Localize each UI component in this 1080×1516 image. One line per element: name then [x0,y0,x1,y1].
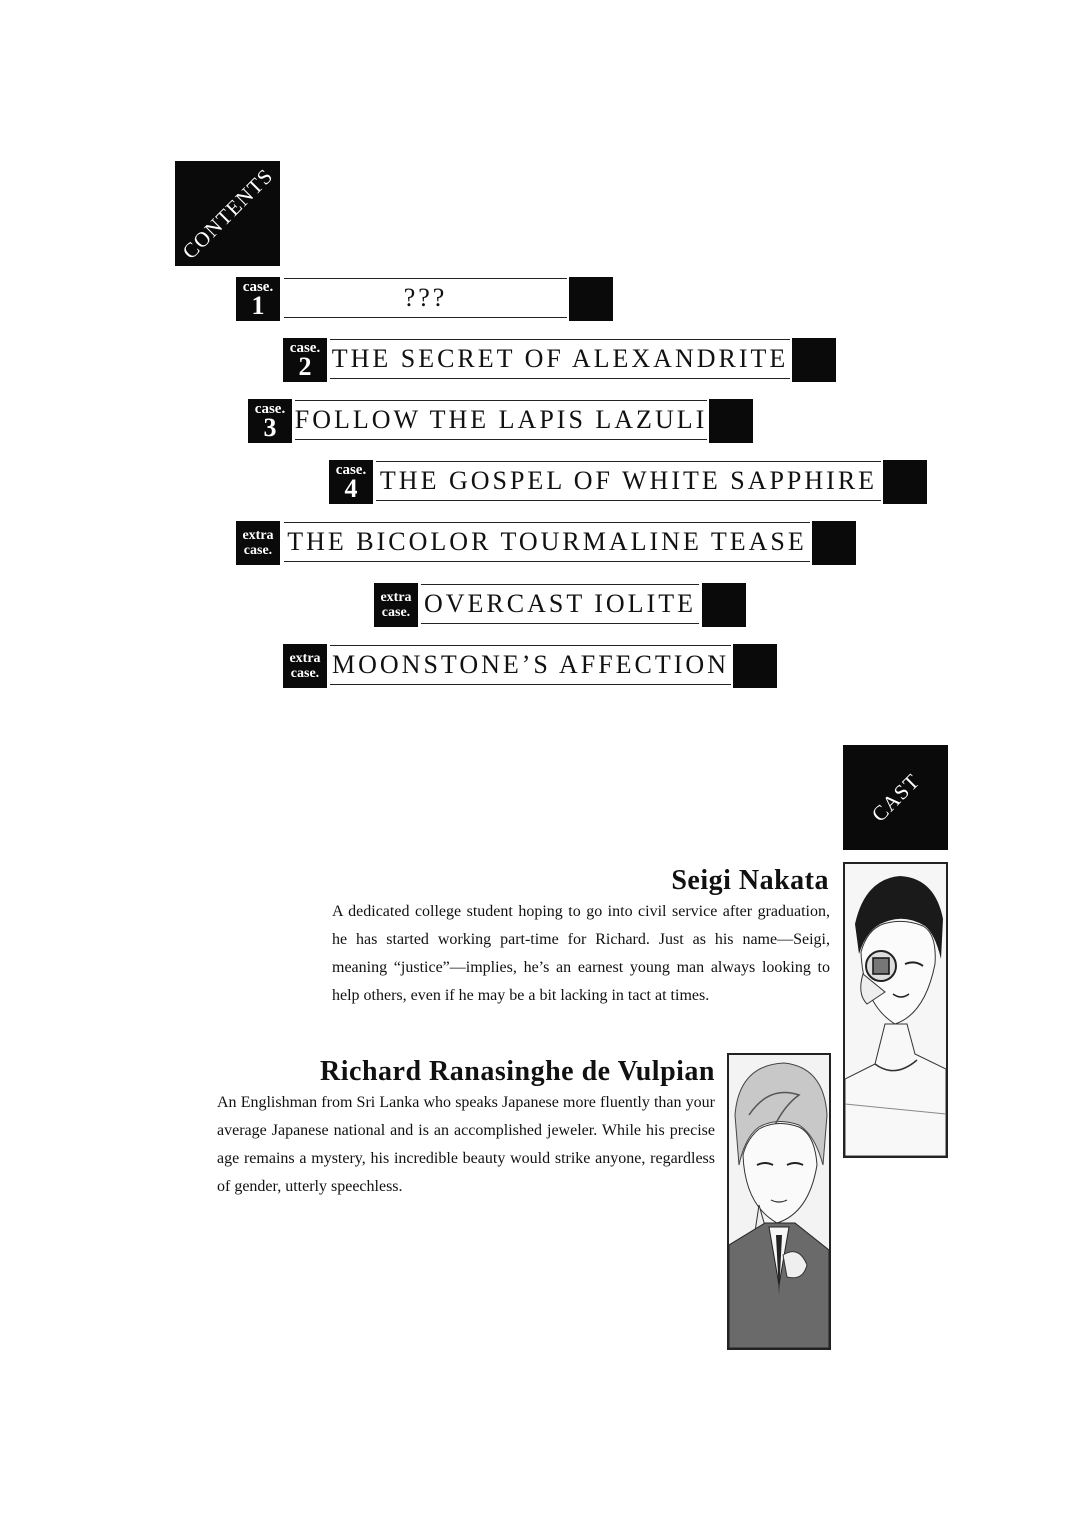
badge-number: 1 [251,290,265,320]
extra-case-2-end-block [702,583,746,627]
cast-heading: CAST [866,768,925,827]
richard-portrait [727,1053,831,1350]
extra-case-3-end-block [733,644,777,688]
case-1-end-block [569,277,613,321]
badge-label: extra case. [289,651,321,681]
cast-name-seigi: Seigi Nakata [671,865,829,896]
case-3-title[interactable]: FOLLOW THE LAPIS LAZULI [295,400,707,440]
extra-case-2-badge [374,583,418,627]
extra-case-3-badge [283,644,327,688]
contents-heading-tag [175,161,280,266]
case-1-title[interactable]: ??? [284,278,567,318]
cast-name-richard: Richard Ranasinghe de Vulpian [320,1056,715,1087]
case-4-badge [329,460,373,504]
case-3-badge [248,399,292,443]
case-2-end-block [792,338,836,382]
extra-case-1-title[interactable]: THE BICOLOR TOURMALINE TEASE [284,522,810,562]
badge-label: extra case. [242,528,274,558]
extra-case-1-badge [236,521,280,565]
cast-description-richard: An Englishman from Sri Lanka who speaks Japanese more fluently than your average Japanese national and is an accomplished jeweler. While his precise age remains a mystery, his incredible beauty would strike anyone, regardless of gender, utterly speechless. [217,1094,715,1195]
badge-number: 2 [298,351,312,381]
contents-heading: CONTENTS [177,163,278,264]
case-4-end-block [883,460,927,504]
case-3-end-block [709,399,753,443]
cast-description-seigi: A dedicated college student hoping to go into civil service after graduation, he has started working part-time for Richard. Just as his name—Seigi, meaning “justice”—implies, he’s an earnest young man always looking to help others, even if he may be a bit lacking in tact at times. [332,903,830,1004]
extra-case-3-title[interactable]: MOONSTONE’S AFFECTION [330,645,731,685]
extra-case-2-title[interactable]: OVERCAST IOLITE [421,584,699,624]
badge-label: case. [242,278,274,295]
case-4-title[interactable]: THE GOSPEL OF WHITE SAPPHIRE [376,461,881,501]
badge-label: case. [254,400,286,417]
case-1-badge [236,277,280,321]
badge-label: case. [289,339,321,356]
cast-heading-tag [843,745,948,850]
case-2-badge [283,338,327,382]
badge-label: extra case. [380,590,412,620]
badge-number: 3 [263,412,277,442]
case-2-title[interactable]: THE SECRET OF ALEXANDRITE [330,339,790,379]
badge-number: 4 [344,473,358,503]
badge-label: case. [335,461,367,478]
extra-case-1-end-block [812,521,856,565]
seigi-portrait [843,862,948,1158]
